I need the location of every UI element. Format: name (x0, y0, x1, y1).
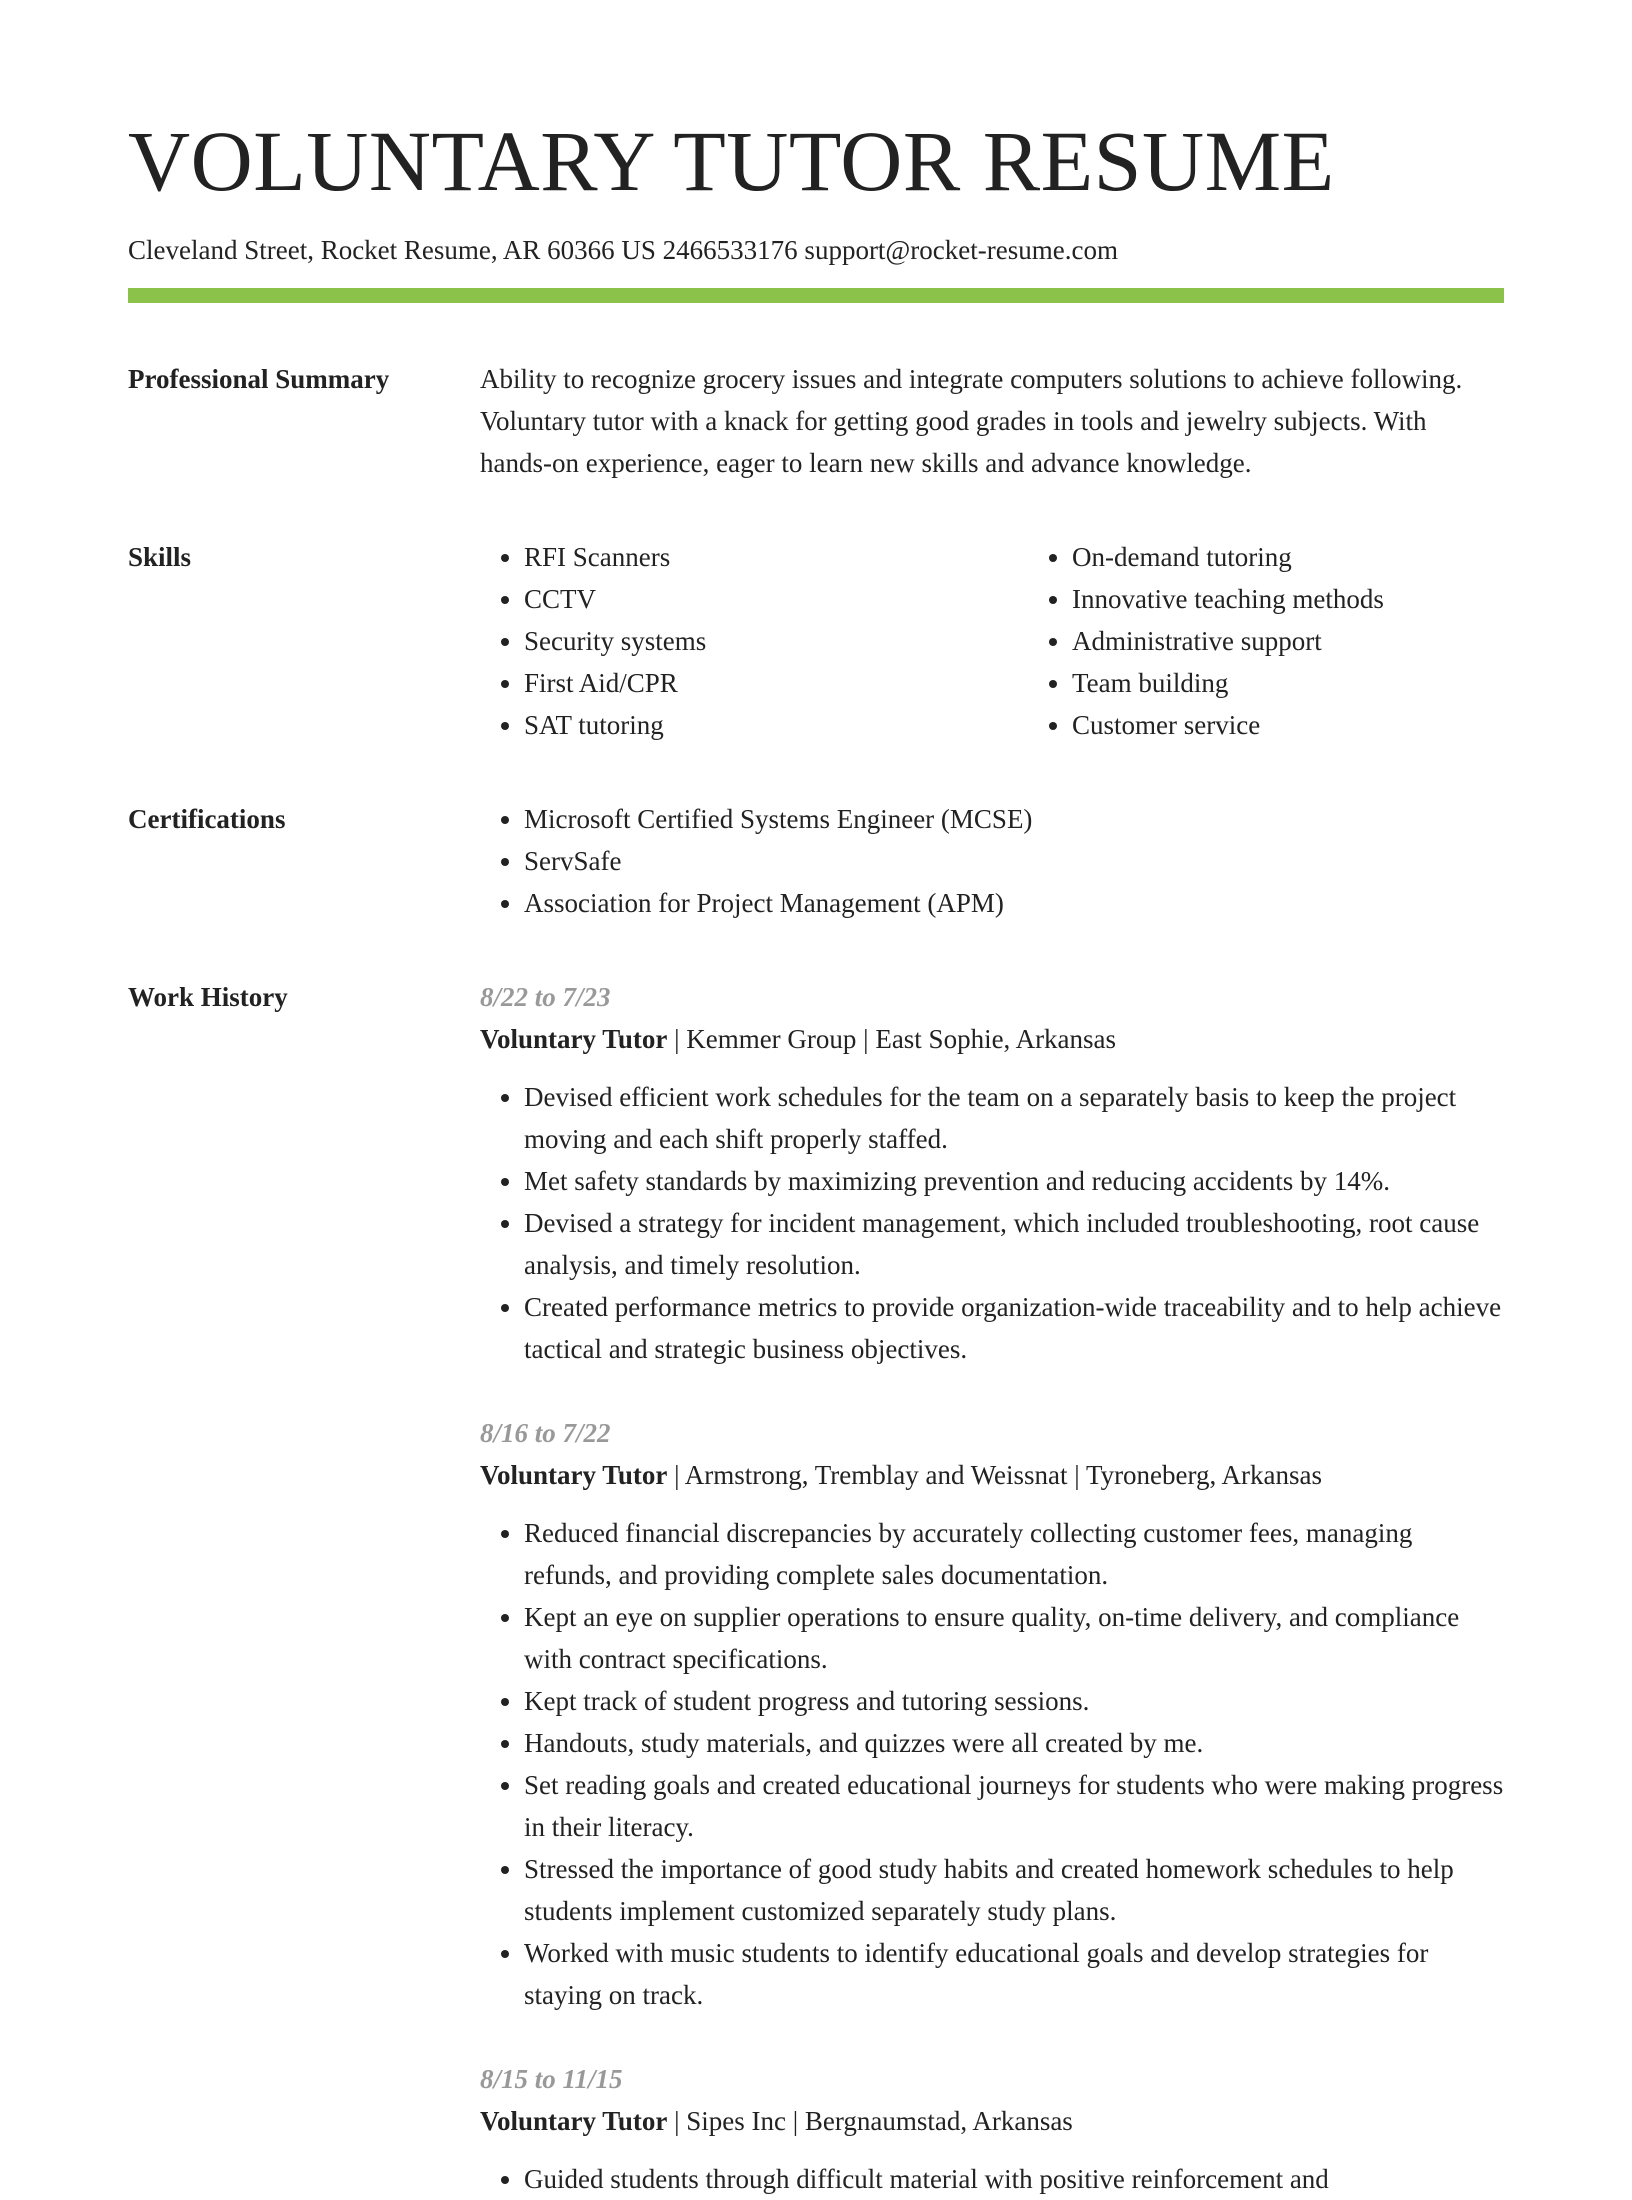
job-bullet: • Kept an eye on supplier operations to ensure quality, on-time delivery, and compliance with contract specifications. (524, 1596, 1504, 1680)
certification-item: • Association for Project Management (APM) (524, 882, 1504, 924)
job-bullet: • Guided students through difficult material with positive reinforcement and (524, 2158, 1504, 2200)
accent-divider (128, 288, 1504, 303)
job-bullet: • Set reading goals and created educational journeys for students who were making progress in their literacy. (524, 1764, 1504, 1848)
certification-item: • ServSafe (524, 840, 1504, 882)
job-header (480, 1454, 1504, 1496)
job-bullets (480, 2158, 1504, 2200)
job-entry (480, 2058, 1504, 2200)
job-entry (480, 1412, 1504, 2016)
skill-item: • Team building (1072, 662, 1576, 704)
contact-info: Cleveland Street, Rocket Resume, AR 60366 US 2466533176 support@rocket-resume.com (128, 235, 1118, 265)
job-bullet: • Handouts, study materials, and quizzes were all created by me. (524, 1722, 1504, 1764)
summary-heading: Professional Summary (128, 364, 390, 395)
skill-item: • First Aid/CPR (524, 662, 1028, 704)
summary-text: Ability to recognize grocery issues and integrate computers solutions to achieve following. Voluntary tutor with a knack for getting good grades in tools and jewelry subjects. With hands-on experience, eager to learn new skills and advance knowledge. (480, 364, 1463, 479)
skills-section (128, 536, 1504, 746)
certification-item: • Microsoft Certified Systems Engineer (MCSE) (524, 798, 1504, 840)
work-history-section (128, 976, 1504, 2200)
skills-heading: Skills (128, 542, 192, 573)
job-dates: 8/22 to 7/23 (480, 982, 611, 1013)
certifications-heading: Certifications (128, 804, 286, 835)
job-bullet: • Devised a strategy for incident management, which included troubleshooting, root cause analysis, and timely resolution. (524, 1202, 1504, 1286)
skill-item: • CCTV (524, 578, 1028, 620)
job-bullet: • Kept track of student progress and tutoring sessions. (524, 1680, 1504, 1722)
skill-item: • On-demand tutoring (1072, 536, 1576, 578)
job-bullet: • Reduced financial discrepancies by accurately collecting customer fees, managing refunds, and providing complete sales documentation. (524, 1512, 1504, 1596)
certifications-section (128, 798, 1504, 924)
certifications-list (480, 798, 1504, 924)
job-bullet: • Met safety standards by maximizing prevention and reducing accidents by 14%. (524, 1160, 1504, 1202)
job-bullets (480, 1076, 1504, 1370)
skill-item: • RFI Scanners (524, 536, 1028, 578)
summary-section (128, 358, 1504, 484)
skill-item: • Security systems (524, 620, 1028, 662)
skills-list-right (1028, 536, 1576, 746)
job-details: | Kemmer Group | East Sophie, Arkansas (667, 1024, 1117, 1055)
resume-title: VOLUNTARY TUTOR RESUME (128, 113, 1335, 209)
skills-list-left (480, 536, 1028, 746)
job-dates: 8/15 to 11/15 (480, 2064, 623, 2095)
job-bullets (480, 1512, 1504, 2016)
job-bullet: • Devised efficient work schedules for the team on a separately basis to keep the project moving and each shift properly staffed. (524, 1076, 1504, 1160)
job-header (480, 1018, 1504, 1060)
job-entry (480, 976, 1504, 1370)
work-history-heading: Work History (128, 982, 288, 1013)
job-bullet: • Created performance metrics to provide organization-wide traceability and to help achieve tactical and strategic business objectives. (524, 1286, 1504, 1370)
job-bullet: • Worked with music students to identify educational goals and develop strategies for staying on track. (524, 1932, 1504, 2016)
skill-item: • SAT tutoring (524, 704, 1028, 746)
skill-item: • Innovative teaching methods (1072, 578, 1576, 620)
resume-page (128, 113, 1504, 2200)
skill-item: • Administrative support (1072, 620, 1576, 662)
job-title: Voluntary Tutor (480, 1460, 668, 1491)
job-title: Voluntary Tutor (480, 2106, 668, 2137)
job-bullet: • Stressed the importance of good study habits and created homework schedules to help students implement customized separately study plans. (524, 1848, 1504, 1932)
job-details: | Armstrong, Tremblay and Weissnat | Tyroneberg, Arkansas (667, 1460, 1323, 1491)
job-header (480, 2100, 1504, 2142)
job-dates: 8/16 to 7/22 (480, 1418, 611, 1449)
job-details: | Sipes Inc | Bergnaumstad, Arkansas (667, 2106, 1073, 2137)
job-title: Voluntary Tutor (480, 1024, 668, 1055)
skill-item: • Customer service (1072, 704, 1576, 746)
